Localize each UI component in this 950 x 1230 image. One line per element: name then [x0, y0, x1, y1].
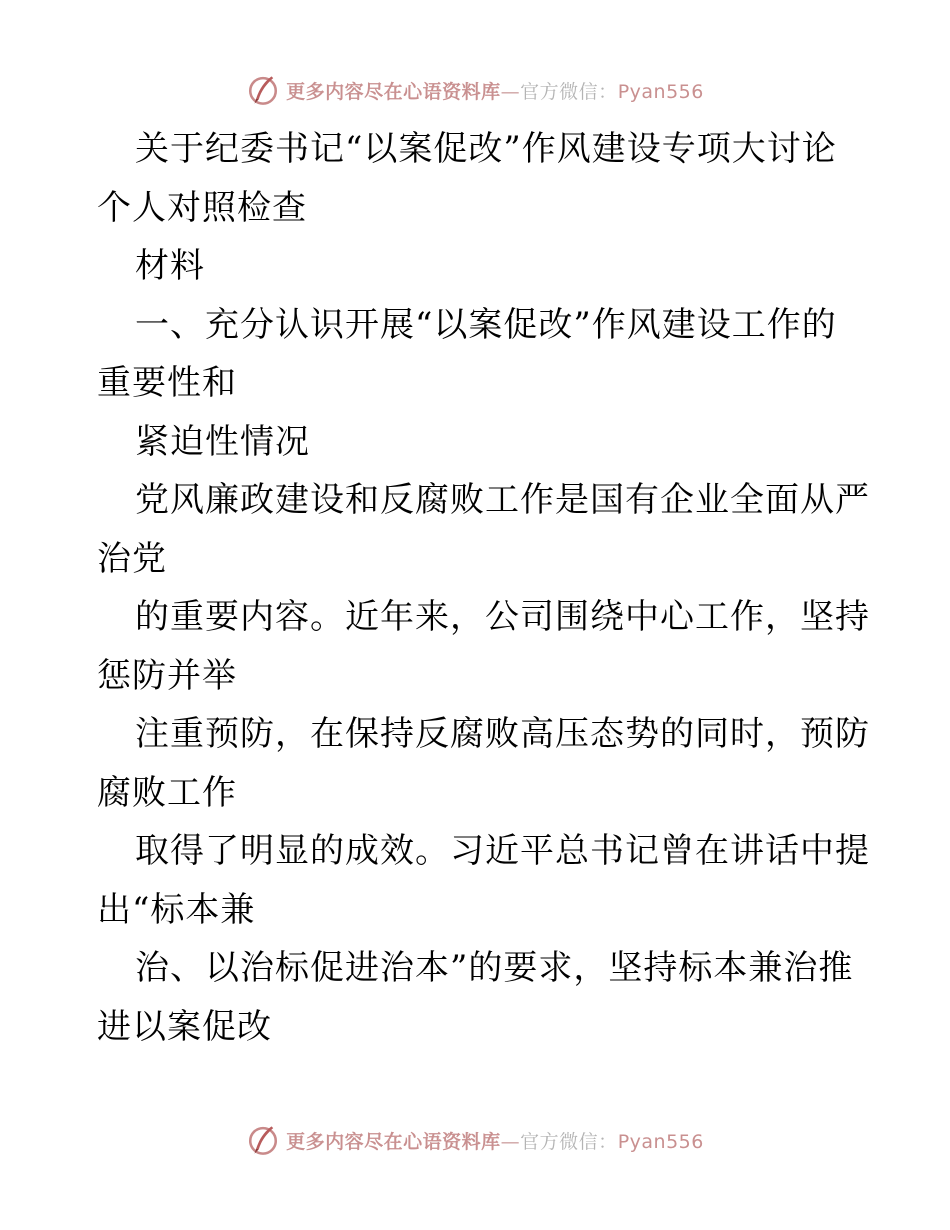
document-body: [97, 120, 870, 1056]
watermark-text: 更多内容尽在心语资料库—官方微信：Pyan556: [286, 80, 704, 103]
text-line: 惩防并举: [97, 655, 237, 696]
text-line: 材料: [135, 246, 205, 286]
text-line: 治党: [97, 538, 167, 579]
text-line: 一、充分认识开展“以案促改”作风建设工作的: [135, 304, 837, 345]
text-line: 取得了明显的成效。习近平总书记曾在讲话中提: [135, 831, 870, 871]
header-watermark: [0, 70, 950, 110]
text-line: 进以案促改: [97, 1006, 272, 1047]
text-line: 个人对照检查: [97, 187, 307, 228]
text-line: 的重要内容。近年来，公司围绕中心工作，坚持: [135, 597, 870, 637]
quill-pen-logo-icon: [246, 73, 280, 107]
text-line: 注重预防，在保持反腐败高压态势的同时，预防: [135, 714, 870, 754]
quill-pen-logo-icon: [246, 1123, 280, 1157]
footer-watermark: [0, 1120, 950, 1160]
text-line: 腐败工作: [97, 772, 237, 813]
text-line: 紧迫性情况: [135, 421, 310, 462]
text-line: 党风廉政建设和反腐败工作是国有企业全面从严: [135, 480, 870, 520]
watermark-text: 更多内容尽在心语资料库—官方微信：Pyan556: [286, 1130, 704, 1153]
text-line: 出“标本兼: [97, 889, 256, 930]
text-line: 关于纪委书记“以案促改”作风建设专项大讨论: [135, 129, 837, 169]
text-line: 重要性和: [97, 363, 237, 403]
text-line: 治、以治标促进治本”的要求，坚持标本兼治推: [135, 948, 854, 988]
